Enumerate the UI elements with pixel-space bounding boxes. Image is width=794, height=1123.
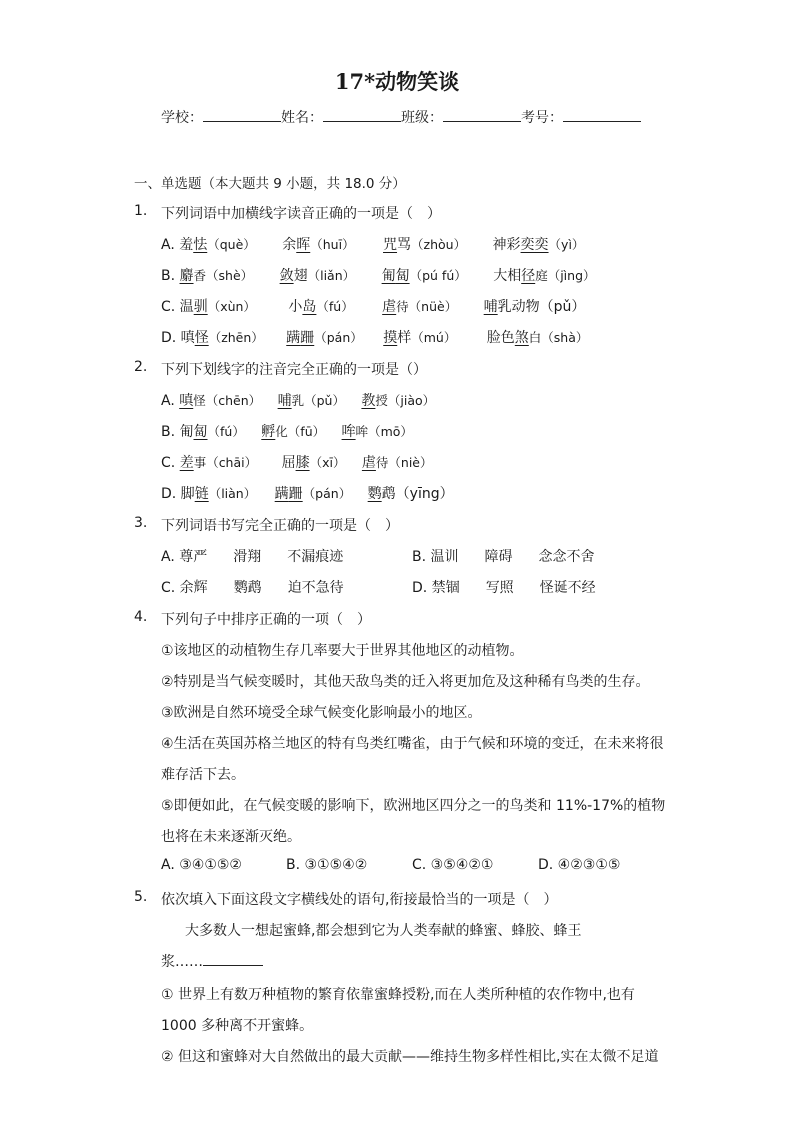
q3-option-d[interactable]: D. 禁锢 写照 怪诞不经 <box>412 580 596 596</box>
q4-number: 4. <box>134 609 148 625</box>
q1-option-c[interactable]: C. 温驯（xùn） 小岛（fú） 虐待（nüè） 哺乳动物（pǔ） <box>161 299 586 315</box>
q1-option-d[interactable]: D. 嗔怪（zhēn） 蹒跚（pán） 摸样（mú） 脸色煞白（shà） <box>161 330 589 346</box>
q4-sentence-3: ③欧洲是自然环境受全球气候变化影响最小的地区。 <box>161 705 482 721</box>
q5-stem: 依次填入下面这段文字横线处的语句,衔接最恰当的一项是（ ） <box>161 892 558 908</box>
q2-option-b[interactable]: B. 匍匐（fú） 孵化（fū） 哞哞（mō） <box>161 424 413 440</box>
q1-number: 1. <box>134 203 148 219</box>
class-label: 班级： <box>401 110 443 126</box>
school-label: 学校： <box>161 110 203 126</box>
name-label: 姓名： <box>281 110 323 126</box>
q4-option-b[interactable]: B. ③①⑤④② <box>286 857 368 873</box>
q3-option-c[interactable]: C. 余辉 鹦鹉 迫不急待 <box>161 580 344 596</box>
q5-passage-line-2: 浆…… <box>161 951 263 971</box>
q2-option-d[interactable]: D. 脚链（liàn） 蹒跚（pán） 鹦鹉（yīng） <box>161 486 454 502</box>
q2-stem: 下列下划线字的注音完全正确的一项是（） <box>161 362 427 378</box>
q5-fill-blank[interactable] <box>203 952 263 966</box>
q3-number: 3. <box>134 515 148 531</box>
q1-option-b[interactable]: B. 麝香（shè） 敛翅（liǎn） 匍匐（pú fú） 大相径庭（jìng） <box>161 268 596 284</box>
q3-option-a[interactable]: A. 尊严 滑翔 不漏痕迹 <box>161 549 344 565</box>
q4-sentence-4: ④生活在英国苏格兰地区的特有鸟类红嘴雀，由于气候和环境的变迁，在未来将很 <box>161 736 664 752</box>
q4-sentence-2: ②特别是当气候变暖时，其他天敌鸟类的迁入将更加危及这种稀有鸟类的生存。 <box>161 674 650 690</box>
q2-number: 2. <box>134 359 148 375</box>
page-title: 17*动物笑谈 <box>334 69 460 94</box>
q4-option-c[interactable]: C. ③⑤④②① <box>412 857 494 873</box>
q4-option-d[interactable]: D. ④②③①⑤ <box>538 857 621 873</box>
q4-sentence-4-cont: 难存活下去。 <box>161 767 245 783</box>
q5-statement-1-cont: 1000 多种离不开蜜蜂。 <box>161 1018 314 1034</box>
q2-option-c[interactable]: C. 差事（chāi） 屈膝（xī） 虐待（niè） <box>161 455 433 471</box>
exam-no-label: 考号： <box>521 110 563 126</box>
q5-number: 5. <box>134 889 148 905</box>
q1-stem: 下列词语中加横线字读音正确的一项是（ ） <box>161 206 441 222</box>
q3-option-b[interactable]: B. 温训 障碍 念念不舍 <box>412 549 595 565</box>
class-blank[interactable] <box>443 108 521 122</box>
q5-passage-line-1: 大多数人一想起蜜蜂,都会想到它为人类奉献的蜂蜜、蜂胶、蜂王 <box>185 923 582 939</box>
q3-stem: 下列词语书写完全正确的一项是（ ） <box>161 518 399 534</box>
q4-sentence-5-cont: 也将在未来逐渐灭绝。 <box>161 829 301 845</box>
q5-statement-1: ① 世界上有数万种植物的繁育依靠蜜蜂授粉,而在人类所种植的农作物中,也有 <box>161 987 635 1003</box>
name-blank[interactable] <box>323 108 401 122</box>
school-blank[interactable] <box>203 108 281 122</box>
q5-statement-2: ② 但这和蜜蜂对大自然做出的最大贡献——维持生物多样性相比,实在太微不足道 <box>161 1049 659 1065</box>
q4-option-a[interactable]: A. ③④①⑤② <box>161 857 242 873</box>
q1-option-a[interactable]: A. 羞怯（què） 余晖（huī） 咒骂（zhòu） 神彩奕奕（yì） <box>161 237 585 253</box>
q4-stem: 下列句子中排序正确的一项（ ） <box>161 612 371 628</box>
student-info-line <box>161 107 641 127</box>
q4-sentence-5: ⑤即便如此，在气候变暖的影响下，欧洲地区四分之一的鸟类和 11%-17%的植物 <box>161 798 666 814</box>
exam-no-blank[interactable] <box>563 108 641 122</box>
q2-option-a[interactable]: A. 嗔怪（chēn） 哺乳（pǔ） 教授（jiào） <box>161 393 436 409</box>
section-header: 一、单选题（本大题共 9 小题，共 18.0 分） <box>134 176 406 192</box>
q4-sentence-1: ①该地区的动植物生存几率要大于世界其他地区的动植物。 <box>161 643 524 659</box>
